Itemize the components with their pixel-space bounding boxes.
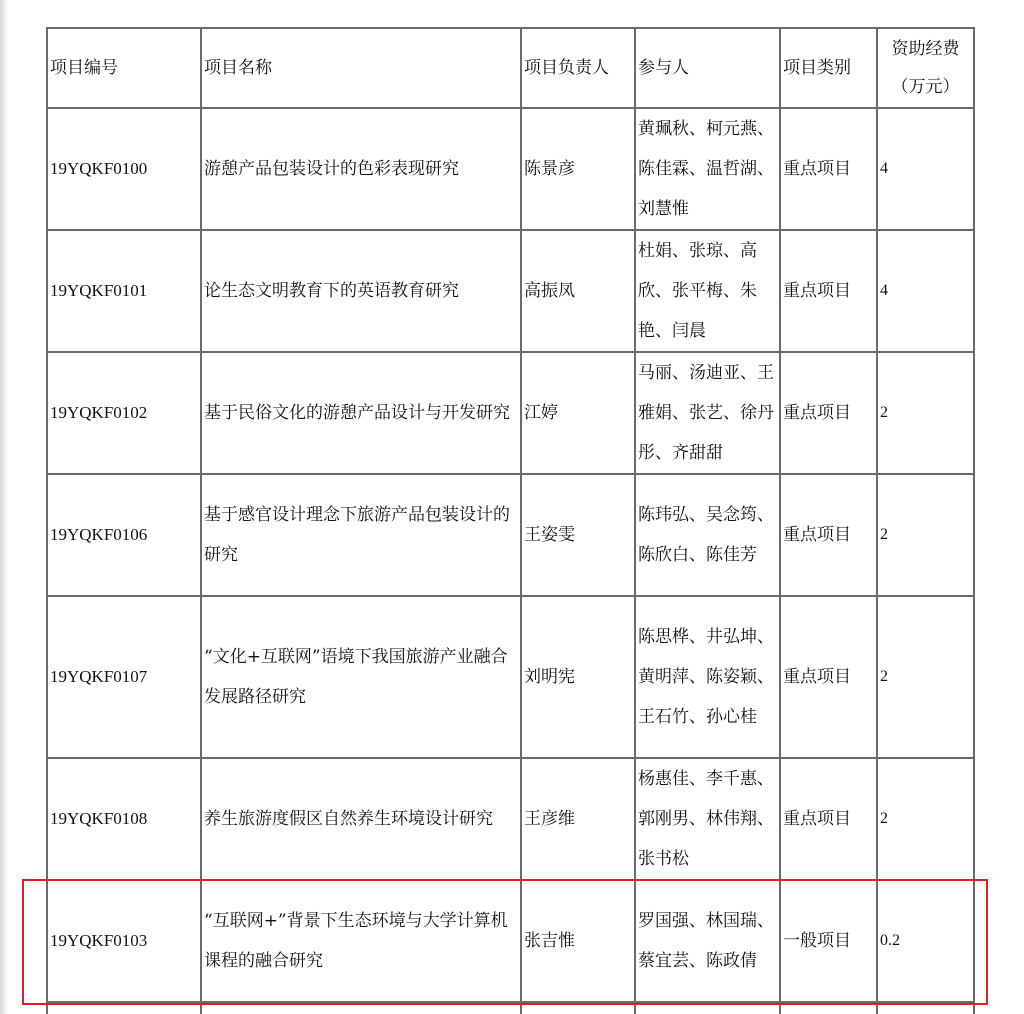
page-edge-shadow — [0, 0, 8, 1014]
cell-name: “互联网+”背景下生态环境与大学计算机课程的融合研究 — [201, 880, 521, 1002]
cell-code: 19YQKF0108 — [47, 758, 201, 880]
table-row — [47, 108, 974, 230]
cell-empty — [521, 1002, 635, 1014]
cell-code: 19YQKF0102 — [47, 352, 201, 474]
cell-empty — [635, 1002, 780, 1014]
funding-table — [46, 27, 975, 1014]
cell-empty — [47, 1002, 201, 1014]
table-row — [47, 230, 974, 352]
cell-funding: 4 — [877, 108, 974, 230]
cell-participants: 马丽、汤迪亚、王雅娟、张艺、徐丹彤、齐甜甜 — [635, 352, 780, 474]
header-code: 项目编号 — [47, 28, 201, 108]
cell-empty — [877, 1002, 974, 1014]
header-funding-line1: 资助经费 — [891, 39, 960, 59]
cell-leader: 刘明宪 — [521, 596, 635, 758]
table-row — [47, 474, 974, 596]
cell-participants: 陈思桦、井弘坤、黄明萍、陈姿颖、王石竹、孙心桂 — [635, 596, 780, 758]
cell-name: 养生旅游度假区自然养生环境设计研究 — [201, 758, 521, 880]
cell-category: 重点项目 — [780, 758, 877, 880]
header-category: 项目类别 — [780, 28, 877, 108]
cell-code: 19YQKF0101 — [47, 230, 201, 352]
cell-leader: 王姿雯 — [521, 474, 635, 596]
cell-participants: 罗国强、林国瑞、蔡宜芸、陈政倩 — [635, 880, 780, 1002]
table-row — [47, 596, 974, 758]
cell-leader: 王彦维 — [521, 758, 635, 880]
table-header-row — [47, 28, 974, 108]
cell-participants: 陈玮弘、吴念筠、陈欣白、陈佳芳 — [635, 474, 780, 596]
cell-category: 重点项目 — [780, 596, 877, 758]
cell-funding: 2 — [877, 474, 974, 596]
header-funding — [877, 28, 974, 108]
header-participants: 参与人 — [635, 28, 780, 108]
cell-name: 基于感官设计理念下旅游产品包装设计的研究 — [201, 474, 521, 596]
cell-funding: 2 — [877, 596, 974, 758]
header-leader: 项目负责人 — [521, 28, 635, 108]
table-row-partial — [47, 1002, 974, 1014]
cell-name: 基于民俗文化的游憩产品设计与开发研究 — [201, 352, 521, 474]
cell-leader: 江婷 — [521, 352, 635, 474]
cell-empty — [780, 1002, 877, 1014]
cell-name: 论生态文明教育下的英语教育研究 — [201, 230, 521, 352]
cell-category: 重点项目 — [780, 230, 877, 352]
table-row — [47, 880, 974, 1002]
cell-code: 19YQKF0103 — [47, 880, 201, 1002]
table-row — [47, 758, 974, 880]
cell-participants: 杜娟、张琼、高欣、张平梅、朱艳、闫晨 — [635, 230, 780, 352]
cell-code: 19YQKF0107 — [47, 596, 201, 758]
cell-funding: 0.2 — [877, 880, 974, 1002]
cell-code: 19YQKF0100 — [47, 108, 201, 230]
cell-participants: 黄珮秋、柯元燕、陈佳霖、温哲湖、刘慧惟 — [635, 108, 780, 230]
cell-funding: 2 — [877, 758, 974, 880]
cell-leader: 张吉惟 — [521, 880, 635, 1002]
cell-category: 重点项目 — [780, 474, 877, 596]
cell-funding: 2 — [877, 352, 974, 474]
cell-category: 重点项目 — [780, 352, 877, 474]
cell-leader: 高振凤 — [521, 230, 635, 352]
header-funding-line2: （万元） — [891, 77, 960, 97]
cell-leader: 陈景彦 — [521, 108, 635, 230]
cell-code: 19YQKF0106 — [47, 474, 201, 596]
cell-name: 游憩产品包装设计的色彩表现研究 — [201, 108, 521, 230]
cell-funding: 4 — [877, 230, 974, 352]
table-row — [47, 352, 974, 474]
header-name: 项目名称 — [201, 28, 521, 108]
cell-participants: 杨惠佳、李千惠、郭刚男、林伟翔、张书松 — [635, 758, 780, 880]
cell-category: 一般项目 — [780, 880, 877, 1002]
cell-empty — [201, 1002, 521, 1014]
cell-name: “文化+互联网”语境下我国旅游产业融合发展路径研究 — [201, 596, 521, 758]
cell-category: 重点项目 — [780, 108, 877, 230]
